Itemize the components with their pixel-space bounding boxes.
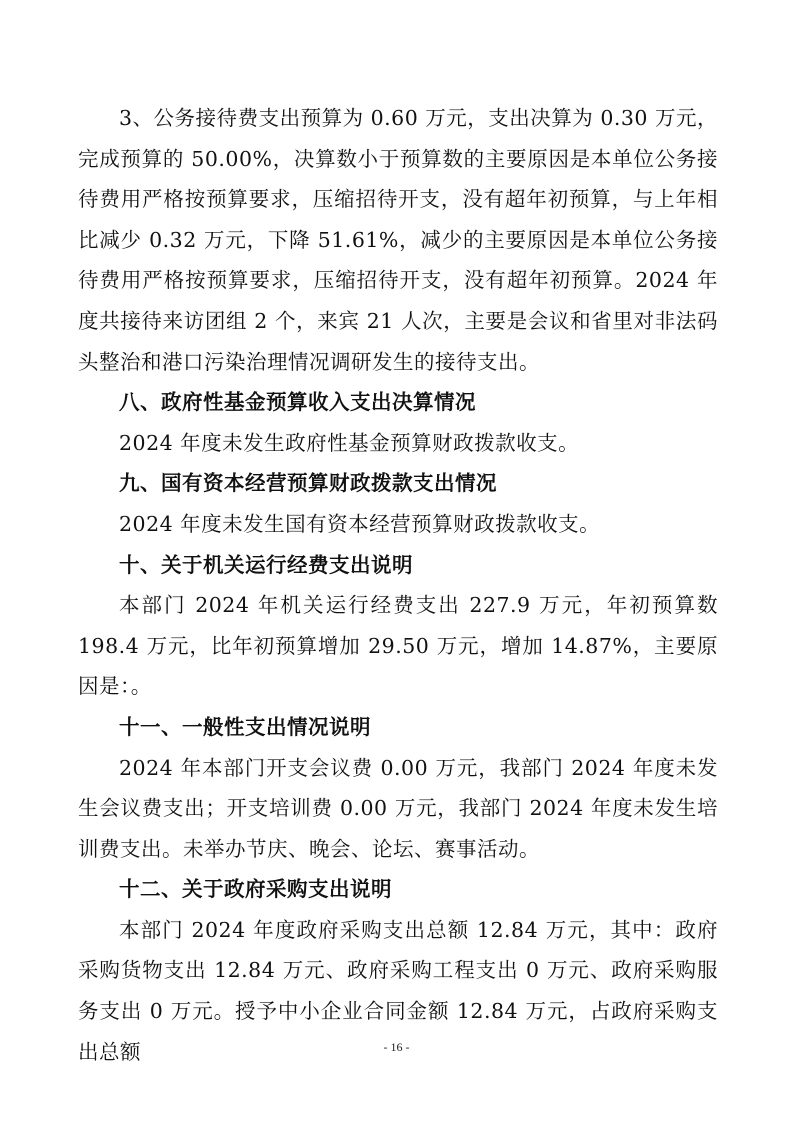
paragraph-procurement: 本部门 2024 年度政府采购支出总额 12.84 万元，其中：政府采购货物支出 12.84 万元、政府采购工程支出 0 万元、政府采购服务支出 0 万元。授予中小企业合同金额 12.84 万元，占政府采购支出总额 (78, 917, 718, 1064)
paragraph-general-expense: 2024 年本部门开支会议费 0.00 万元，我部门 2024 年度未发生会议费支出；开支培训费 0.00 万元，我部门 2024 年度未发生培训费支出。未举办节庆、晚会、论坛、赛事活动。 (78, 755, 718, 861)
heading-government-fund: 八、政府性基金预算收入支出决算情况 (119, 390, 476, 415)
heading-state-capital: 九、国有资本经营预算财政拨款支出情况 (119, 471, 497, 496)
paragraph-government-fund: 2024 年度未发生政府性基金预算财政拨款收支。 (119, 430, 580, 455)
page-number: - 16 - (383, 1040, 410, 1054)
paragraph-operating-expense: 本部门 2024 年机关运行经费支出 227.9 万元，年初预算数 198.4 万元，比年初预算增加 29.50 万元，增加 14.87%，主要原因是：。 (78, 593, 718, 699)
heading-general-expense: 十一、一般性支出情况说明 (119, 714, 371, 739)
paragraph-reception-expense: 3、公务接待费支出预算为 0.60 万元，支出决算为 0.30 万元，完成预算的 50.00%，决算数小于预算数的主要原因是本单位公务接待费用严格按预算要求，压缩招待开支，没有超年初预算，与上年相比减少 0.32 万元，下降 51.61%，减少的主要原因是本单位公务接待费用严格按预算要求，压缩招待开支，没有超年初预算。2024 年度共接待来访团组 2 个，来宾 21 人次，主要是会议和省里对非法码头整治和港口污染治理情况调研发生的接待支出。 (78, 106, 718, 374)
heading-operating-expense: 十、关于机关运行经费支出说明 (119, 552, 413, 577)
paragraph-state-capital: 2024 年度未发生国有资本经营预算财政拨款收支。 (119, 511, 601, 536)
page-content (78, 98, 718, 1072)
heading-procurement: 十二、关于政府采购支出说明 (119, 877, 392, 902)
